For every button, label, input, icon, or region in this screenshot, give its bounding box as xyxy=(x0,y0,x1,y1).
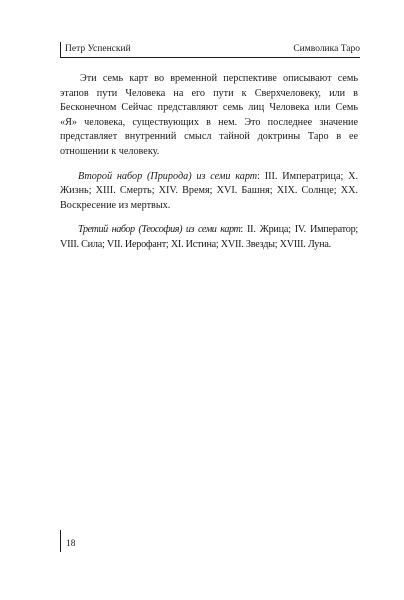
main-text xyxy=(60,72,358,263)
running-header xyxy=(60,40,360,54)
header-rule xyxy=(60,57,360,58)
paragraph-second-set xyxy=(60,170,358,214)
header-book-title: Символика Таро xyxy=(293,44,360,54)
paragraph-third-set xyxy=(60,223,358,252)
footer-vertical-rule xyxy=(60,530,61,552)
third-set-label: Третий набор (Теософия) из семи карт xyxy=(78,224,241,236)
page-number: 18 xyxy=(66,539,76,549)
second-set-label: Второй набор (Природа) из семи карт xyxy=(78,170,258,182)
third-set-cards: : II. Жрица; IV. Император; VIII. Сила; VII. Иерофант; XI. Истина; XVII. Звезды; XVIII. Луна. xyxy=(60,224,358,250)
header-author: Петр Успенский xyxy=(65,44,131,54)
header-vertical-rule xyxy=(60,42,61,58)
second-set-cards: : III. Императрица; X. Жизнь; XIII. Смерть; XIV. Время; XVI. Башня; XIX. Солнце; XX. Воскресение из мертвых. xyxy=(60,170,358,211)
paragraph-seven-stages: Эти семь карт во временной перспективе описывают семь этапов пути Человека на его пути к Сверхчеловеку, или в Бесконечном Сейчас представляют семь лиц Человека или Семь «Я» человека, существующих в нем. Это последнее значение представляет внутренний смысл тайной доктрины Таро в ее отношении к человеку. xyxy=(60,73,358,157)
